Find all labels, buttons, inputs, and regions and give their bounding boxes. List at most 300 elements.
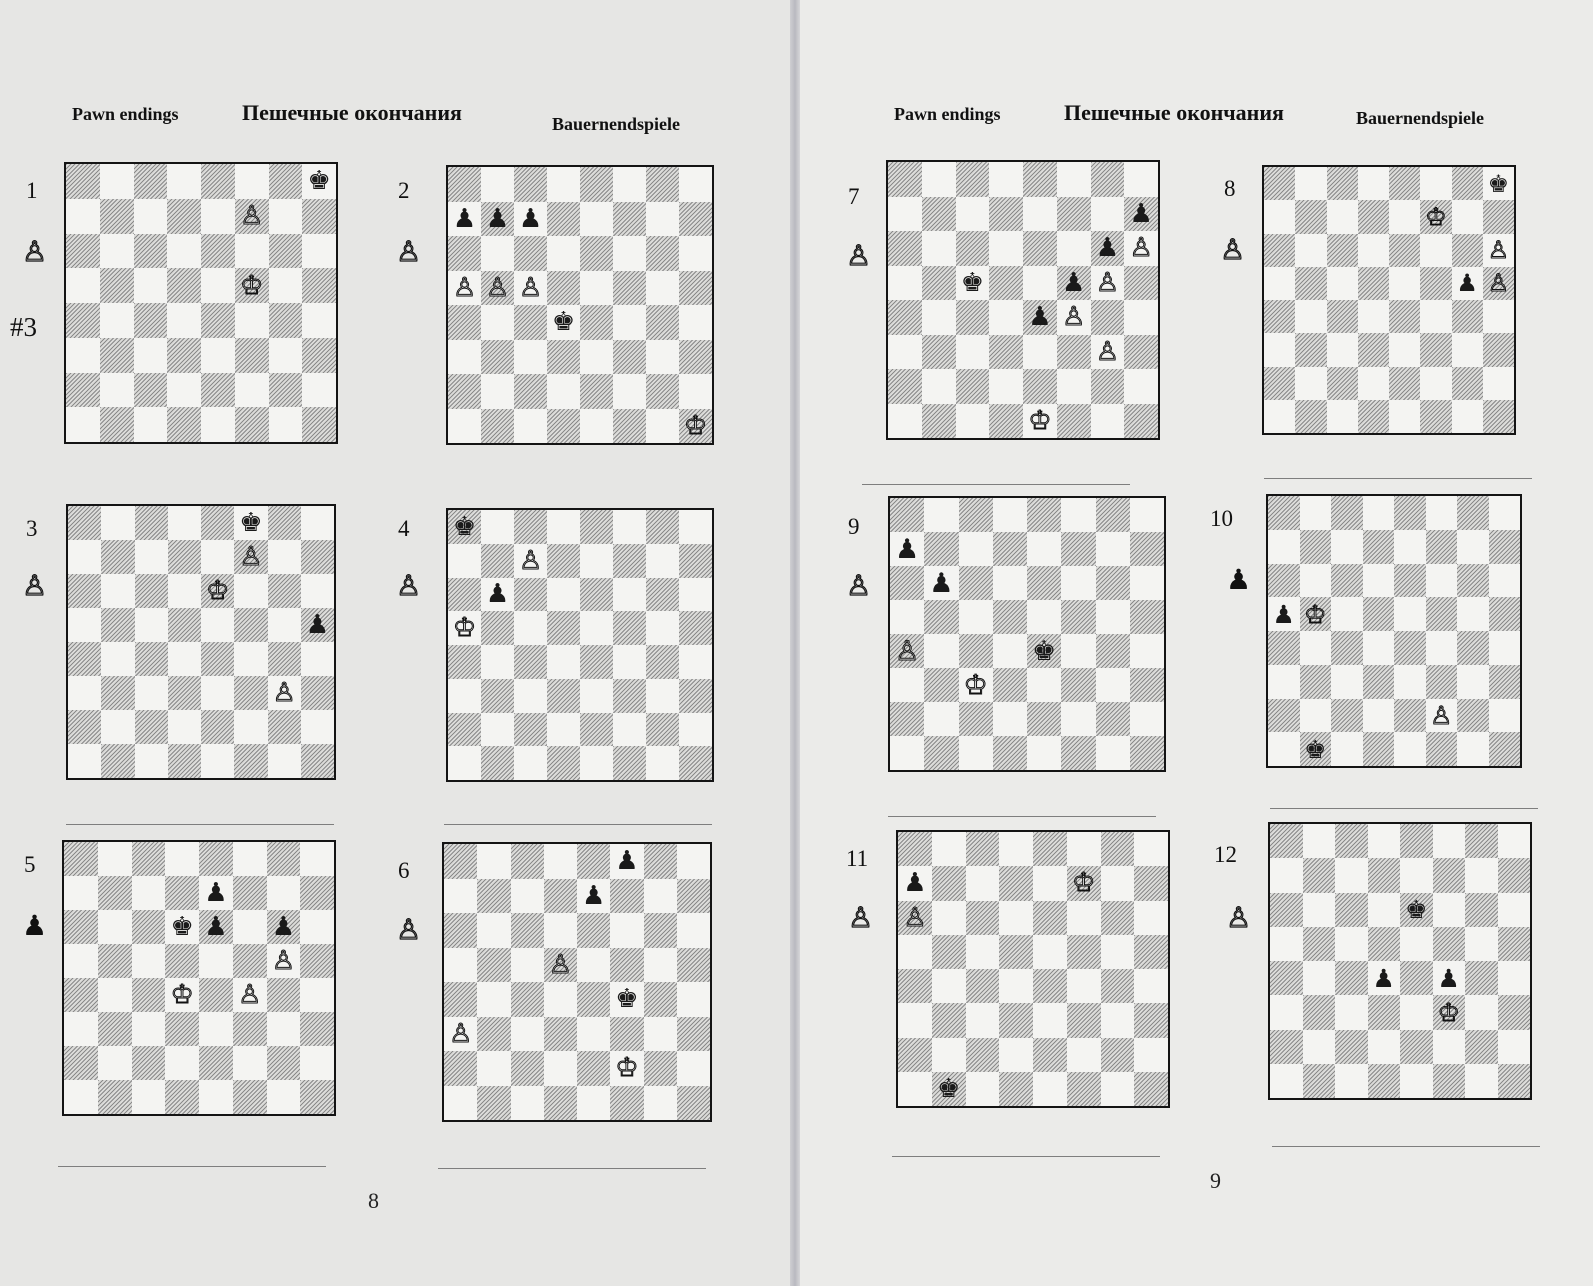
board-square [269, 407, 303, 442]
board-square [646, 611, 679, 645]
board-square [1331, 665, 1363, 699]
board-square [1457, 699, 1489, 733]
board-square [989, 335, 1023, 370]
board-square [580, 510, 613, 544]
board-square [1420, 200, 1451, 233]
board-square [1124, 335, 1158, 370]
board-square [1465, 961, 1498, 995]
board-square [679, 409, 712, 444]
board-square [1498, 995, 1531, 1029]
board-square [448, 271, 481, 306]
board-square [444, 982, 477, 1017]
board-square [890, 600, 924, 634]
board-square [100, 407, 134, 442]
board-square [234, 744, 267, 778]
board-square [1067, 935, 1101, 969]
board-square [302, 407, 336, 442]
board-square [580, 305, 613, 340]
board-square [201, 407, 235, 442]
board-square [481, 578, 514, 612]
board-square [1027, 634, 1061, 668]
board-square [267, 1080, 301, 1114]
board-square [201, 373, 235, 408]
board-square [514, 544, 547, 578]
board-square [1452, 300, 1483, 333]
board-square [613, 544, 646, 578]
board-square [1268, 530, 1300, 564]
board-square [679, 544, 712, 578]
board-square [1027, 736, 1061, 770]
board-square [1400, 824, 1433, 858]
board-square [989, 197, 1023, 232]
white-to-move-icon: ♙ [846, 569, 872, 602]
board-square [481, 167, 514, 202]
board-square [610, 982, 643, 1017]
board-square [1033, 935, 1067, 969]
board-square [66, 268, 100, 303]
board-square [101, 540, 134, 574]
board-square [101, 574, 134, 608]
board-square [1363, 597, 1395, 631]
board-square [1023, 335, 1057, 370]
board-square [300, 876, 334, 910]
board-square [547, 202, 580, 237]
board-square [890, 566, 924, 600]
board-square [1270, 893, 1303, 927]
board-square [1420, 234, 1451, 267]
board-square [1096, 702, 1130, 736]
board-square [547, 236, 580, 271]
board-square [135, 744, 168, 778]
board-square [646, 374, 679, 409]
board-square [1335, 824, 1368, 858]
board-square [1426, 665, 1458, 699]
black-pawn-icon: ♟ [903, 868, 927, 899]
board-square [233, 1080, 267, 1114]
board-square [1426, 631, 1458, 665]
board-square [511, 1017, 544, 1052]
board-square [235, 338, 269, 373]
board-square [613, 510, 646, 544]
board-square [267, 978, 301, 1012]
white-pawn-icon: ♙ [272, 678, 296, 708]
board-square [300, 910, 334, 944]
board-square [547, 510, 580, 544]
board-square [1327, 167, 1358, 200]
board-square [1061, 702, 1095, 736]
board-square [1124, 162, 1158, 197]
board-square [1264, 333, 1295, 366]
board-square [1091, 266, 1125, 301]
black-king-icon: ♚ [452, 511, 477, 542]
board-square [993, 532, 1027, 566]
board-square [677, 1051, 710, 1086]
board-square [677, 982, 710, 1017]
board-square [511, 948, 544, 983]
board-square [932, 1003, 966, 1037]
board-square [1101, 935, 1135, 969]
board-square [168, 744, 201, 778]
board-square [1327, 267, 1358, 300]
board-square [234, 676, 267, 710]
board-square [1134, 866, 1168, 900]
board-square [448, 202, 481, 237]
board-square [1331, 496, 1363, 530]
board-square [1303, 961, 1336, 995]
board-square [135, 506, 168, 540]
board-square [168, 710, 201, 744]
board-square [132, 910, 166, 944]
board-square [966, 832, 1000, 866]
board-square [959, 668, 993, 702]
board-square [993, 634, 1027, 668]
board-square [1389, 300, 1420, 333]
black-pawn-icon: ♟ [615, 846, 639, 877]
board-square [64, 910, 98, 944]
board-square [68, 676, 101, 710]
board-square [547, 305, 580, 340]
board-square [1394, 564, 1426, 598]
black-king-icon: ♚ [1304, 734, 1327, 764]
board-square [201, 676, 234, 710]
board-square [302, 234, 336, 269]
header-english: Pawn endings [894, 104, 1001, 124]
board-square [448, 340, 481, 375]
board-square [444, 1017, 477, 1052]
white-pawn-icon: ♙ [895, 635, 920, 667]
board-square [1134, 901, 1168, 935]
board-square [644, 1051, 677, 1086]
board-square [580, 374, 613, 409]
board-square [1394, 631, 1426, 665]
board-square [580, 271, 613, 306]
board-square [1124, 197, 1158, 232]
board-square [1101, 832, 1135, 866]
board-square [677, 1086, 710, 1121]
board-square [268, 710, 301, 744]
board-square [1327, 234, 1358, 267]
board-square [1389, 200, 1420, 233]
board-square [100, 268, 134, 303]
board-square [646, 544, 679, 578]
board-square [235, 268, 269, 303]
board-square [132, 1046, 166, 1080]
board-square [1096, 600, 1130, 634]
board-square [890, 498, 924, 532]
board-square [613, 340, 646, 375]
black-king-icon: ♚ [936, 1073, 961, 1104]
board-square [544, 879, 577, 914]
board-square [993, 566, 1027, 600]
board-square [932, 832, 966, 866]
board-square [1457, 597, 1489, 631]
board-square [956, 231, 990, 266]
board-square [1027, 668, 1061, 702]
board-square [1067, 866, 1101, 900]
board-square [1027, 532, 1061, 566]
board-square [956, 369, 990, 404]
board-square [481, 544, 514, 578]
black-king-icon: ♚ [307, 166, 331, 197]
white-pawn-icon: ♙ [448, 1018, 473, 1049]
board-square [932, 1038, 966, 1072]
board-square [165, 1012, 199, 1046]
board-square [989, 404, 1023, 439]
board-square [1389, 367, 1420, 400]
board-square [1335, 858, 1368, 892]
board-square [269, 234, 303, 269]
board-square [134, 234, 168, 269]
board-square [1400, 893, 1433, 927]
board-square [1331, 732, 1363, 766]
board-square [444, 913, 477, 948]
board-square [1400, 995, 1433, 1029]
board-square [269, 199, 303, 234]
board-square [132, 842, 166, 876]
board-square [98, 978, 132, 1012]
board-square [1457, 564, 1489, 598]
board-square [300, 978, 334, 1012]
board-square [1433, 1030, 1466, 1064]
board-square [514, 679, 547, 713]
board-square [1368, 927, 1401, 961]
board-square [924, 600, 958, 634]
board-square [547, 578, 580, 612]
board-square [544, 1017, 577, 1052]
board-square [100, 303, 134, 338]
diagram-number: 9 [848, 514, 860, 539]
board-square [199, 910, 233, 944]
board-square [677, 913, 710, 948]
board-square [444, 948, 477, 983]
board-square [1057, 300, 1091, 335]
board-square [544, 913, 577, 948]
board-square [644, 844, 677, 879]
board-square [167, 373, 201, 408]
board-square [1134, 1038, 1168, 1072]
board-square [999, 1003, 1033, 1037]
board-square [1498, 824, 1531, 858]
board-square [989, 266, 1023, 301]
board-square [1134, 1003, 1168, 1037]
board-square [1457, 631, 1489, 665]
board-square [1303, 927, 1336, 961]
white-king-icon: ♔ [683, 410, 708, 441]
board-square [1452, 267, 1483, 300]
board-square [301, 540, 334, 574]
board-square [1057, 266, 1091, 301]
board-square [1091, 404, 1125, 439]
board-square [1124, 266, 1158, 301]
board-square [610, 844, 643, 879]
board-square [898, 832, 932, 866]
board-square [1101, 1072, 1135, 1106]
board-square [959, 566, 993, 600]
board-square [993, 600, 1027, 634]
board-square [1358, 367, 1389, 400]
board-square [1327, 367, 1358, 400]
board-square [1096, 736, 1130, 770]
board-square [101, 506, 134, 540]
board-square [1270, 824, 1303, 858]
board-square [1027, 600, 1061, 634]
chess-board [1266, 494, 1522, 768]
board-square [959, 736, 993, 770]
white-pawn-icon: ♙ [1430, 700, 1453, 730]
board-square [233, 944, 267, 978]
board-square [1358, 267, 1389, 300]
board-square [448, 305, 481, 340]
board-square [644, 1017, 677, 1052]
board-square [1331, 530, 1363, 564]
board-square [201, 608, 234, 642]
board-square [68, 574, 101, 608]
answer-line [892, 1156, 1160, 1157]
white-pawn-icon: ♙ [1487, 236, 1510, 265]
board-square [64, 1080, 98, 1114]
board-square [1270, 927, 1303, 961]
board-square [1270, 1030, 1303, 1064]
board-square [924, 532, 958, 566]
board-square [201, 506, 234, 540]
board-square [1358, 300, 1389, 333]
board-square [1426, 597, 1458, 631]
black-king-icon: ♚ [1405, 895, 1428, 925]
diagram-number: 2 [398, 178, 410, 203]
board-square [448, 409, 481, 444]
board-square [1091, 197, 1125, 232]
board-square [580, 236, 613, 271]
board-square [577, 1017, 610, 1052]
board-square [932, 901, 966, 935]
board-square [613, 409, 646, 444]
board-square [1130, 498, 1164, 532]
diagram-number: 12 [1214, 842, 1237, 867]
board-square [1124, 404, 1158, 439]
board-square [477, 1086, 510, 1121]
board-square [66, 338, 100, 373]
board-square [610, 948, 643, 983]
board-square [1023, 369, 1057, 404]
board-square [1335, 893, 1368, 927]
board-square [956, 404, 990, 439]
board-square [577, 1051, 610, 1086]
board-square [201, 338, 235, 373]
board-square [679, 679, 712, 713]
board-square [1368, 961, 1401, 995]
board-square [1023, 231, 1057, 266]
white-to-move-icon: ♙ [396, 569, 422, 602]
board-square [268, 574, 301, 608]
board-square [302, 164, 336, 199]
board-square [100, 338, 134, 373]
board-square [448, 645, 481, 679]
board-square [1264, 367, 1295, 400]
white-to-move-icon: ♙ [846, 239, 872, 272]
chess-board [446, 165, 714, 445]
board-square [1394, 530, 1426, 564]
board-square [1400, 927, 1433, 961]
black-to-move-icon: ♟ [22, 909, 48, 942]
board-square [135, 710, 168, 744]
board-square [1096, 498, 1130, 532]
black-pawn-icon: ♟ [1372, 963, 1395, 993]
board-square [301, 676, 334, 710]
white-pawn-icon: ♙ [1487, 269, 1510, 298]
black-pawn-icon: ♟ [305, 610, 330, 640]
white-king-icon: ♔ [170, 980, 194, 1010]
board-square [577, 844, 610, 879]
board-square [1134, 969, 1168, 1003]
chess-board [64, 162, 338, 444]
board-square [679, 713, 712, 747]
board-square [1033, 1003, 1067, 1037]
board-square [135, 574, 168, 608]
board-square [98, 842, 132, 876]
white-to-move-icon: ♙ [22, 235, 48, 268]
board-square [999, 901, 1033, 935]
board-square [201, 710, 234, 744]
board-square [644, 1086, 677, 1121]
book-gutter [790, 0, 800, 1286]
board-square [1091, 300, 1125, 335]
board-square [898, 935, 932, 969]
board-square [302, 373, 336, 408]
black-pawn-icon: ♟ [1129, 198, 1153, 229]
board-square [201, 234, 235, 269]
board-square [1400, 1064, 1433, 1098]
board-square [898, 1003, 932, 1037]
board-square [66, 199, 100, 234]
board-square [481, 202, 514, 237]
board-square [233, 910, 267, 944]
board-square [1433, 995, 1466, 1029]
board-square [922, 197, 956, 232]
black-pawn-icon: ♟ [271, 912, 296, 942]
white-pawn-icon: ♙ [1061, 302, 1086, 333]
board-square [679, 202, 712, 237]
board-square [1295, 234, 1326, 267]
board-square [448, 679, 481, 713]
board-square [1130, 566, 1164, 600]
white-pawn-icon: ♙ [518, 545, 543, 576]
board-square [966, 969, 1000, 1003]
board-square [1033, 901, 1067, 935]
board-square [1420, 300, 1451, 333]
board-square [135, 608, 168, 642]
board-square [1452, 234, 1483, 267]
board-square [165, 944, 199, 978]
board-square [66, 164, 100, 199]
board-square [679, 374, 712, 409]
board-square [235, 164, 269, 199]
board-square [100, 199, 134, 234]
board-square [1489, 597, 1521, 631]
board-square [1300, 496, 1332, 530]
board-square [1363, 699, 1395, 733]
board-square [514, 202, 547, 237]
board-square [199, 842, 233, 876]
board-square [134, 268, 168, 303]
board-square [301, 506, 334, 540]
black-to-move-icon: ♟ [1226, 563, 1252, 596]
board-square [1426, 564, 1458, 598]
board-square [1465, 1064, 1498, 1098]
board-square [1268, 665, 1300, 699]
board-square [481, 409, 514, 444]
board-square [235, 234, 269, 269]
board-square [1335, 1030, 1368, 1064]
